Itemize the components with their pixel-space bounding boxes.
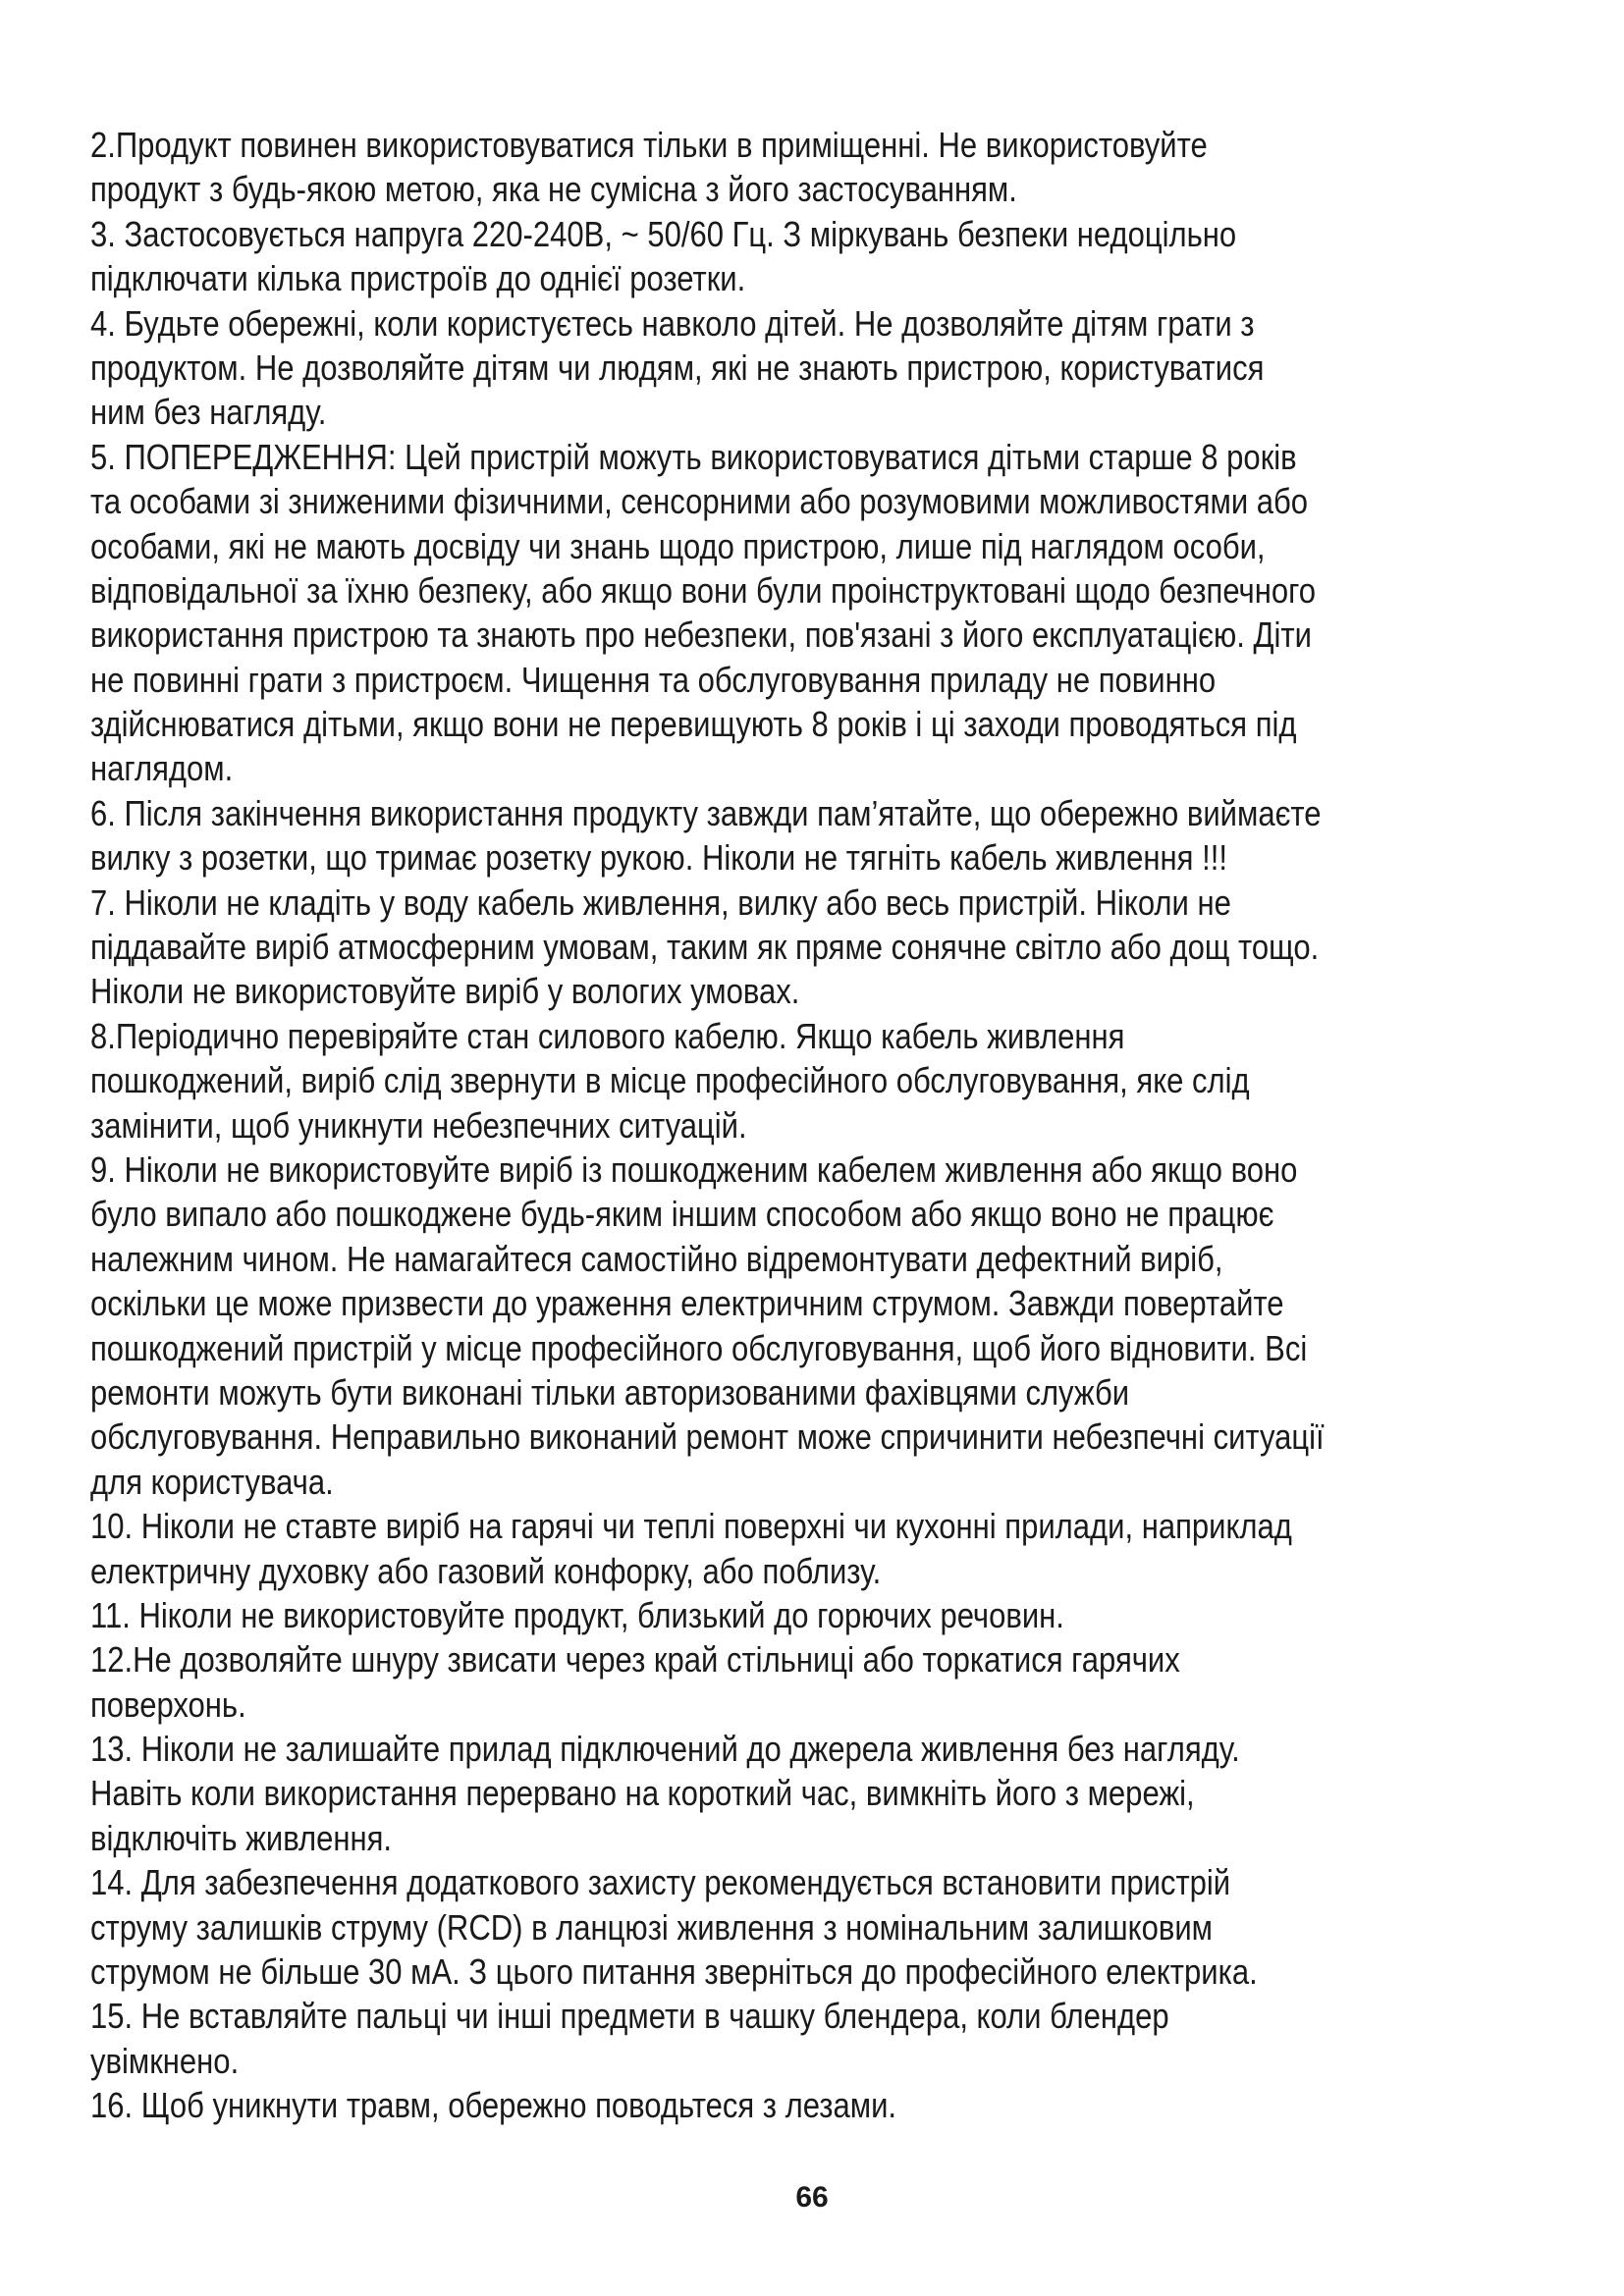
- text-line: піддавайте виріб атмосферним умовам, таким як пряме сонячне світло або дощ тощо.: [90, 927, 1320, 968]
- page-number: 66: [795, 2181, 829, 2214]
- text-line: пошкоджений пристрій у місце професійного обслуговування, щоб його відновити. Всі: [90, 1327, 1308, 1368]
- text-line: продукт з будь-якою метою, яка не сумісна з його застосуванням.: [90, 169, 1017, 210]
- text-line: 7. Ніколи не кладіть у воду кабель живлення, вилку або весь пристрій. Ніколи не: [90, 881, 1231, 923]
- text-line: пошкоджений, виріб слід звернути в місце професійного обслуговування, яке слід: [90, 1060, 1250, 1101]
- text-line: відповідальної за їхню безпеку, або якщо вони були проінструктовані щодо безпечного: [90, 569, 1316, 611]
- document-body: [90, 123, 1573, 2128]
- text-line: особами, які не мають досвіду чи знань щодо пристрою, лише під наглядом особи,: [90, 525, 1266, 566]
- text-line: було випало або пошкоджене будь-яким іншим способом або якщо воно не працює: [90, 1194, 1274, 1235]
- text-line: замінити, щоб уникнути небезпечних ситуацій.: [90, 1104, 747, 1146]
- paragraph-item-3: [90, 301, 1573, 435]
- paragraph-item-8: [90, 1148, 1573, 1504]
- text-line: 13. Ніколи не залишайте прилад підключений до джерела живлення без нагляду.: [90, 1729, 1240, 1770]
- text-line: струмом не більше 30 мА. З цього питання зверніться до професійного електрика.: [90, 1951, 1258, 1993]
- paragraph-item-13: [90, 1860, 1573, 1994]
- paragraph-item-5: [90, 791, 1573, 881]
- text-line: 14. Для забезпечення додаткового захисту рекомендується встановити пристрій: [90, 1862, 1231, 1903]
- text-line: 4. Будьте обережні, коли користуєтесь навколо дітей. Не дозволяйте дітям грати з: [90, 302, 1255, 344]
- text-line: та особами зі зниженими фізичними, сенсорними або розумовими можливостями або: [90, 481, 1309, 522]
- paragraph-item-15: [90, 2083, 1573, 2127]
- text-line: 9. Ніколи не використовуйте виріб із пошкодженим кабелем живлення або якщо воно: [90, 1148, 1298, 1190]
- text-line: 16. Щоб уникнути травм, обережно поводьтеся з лезами.: [90, 2085, 897, 2126]
- text-line: ним без нагляду.: [90, 392, 327, 433]
- text-line: підключати кілька пристроїв до однієї розетки.: [90, 258, 746, 299]
- text-line: 11. Ніколи не використовуйте продукт, близький до горючих речовин.: [90, 1594, 1064, 1635]
- text-line: Ніколи не використовуйте виріб у вологих умовах.: [90, 971, 800, 1012]
- text-line: 2.Продукт повинен використовуватися тільки в приміщенні. Не використовуйте: [90, 125, 1208, 165]
- text-line: продуктом. Не дозволяйте дітям чи людям, які не знають пристрою, користуватися: [90, 347, 1265, 388]
- text-line: 12.Не дозволяйте шнуру звисати через край стільниці або торкатися гарячих: [90, 1639, 1180, 1681]
- text-line: належним чином. Не намагайтеся самостійно відремонтувати дефектний виріб,: [90, 1238, 1223, 1279]
- text-line: 8.Періодично перевіряйте стан силового кабелю. Якщо кабель живлення: [90, 1015, 1125, 1056]
- text-line: Навіть коли використання перервано на короткий час, вимкніть його з мережі,: [90, 1773, 1195, 1814]
- paragraph-item-14: [90, 1994, 1573, 2083]
- paragraph-item-11: [90, 1637, 1573, 1727]
- text-line: вилку з розетки, що тримає розетку рукою. Ніколи не тягніть кабель живлення !!!: [90, 837, 1227, 879]
- text-line: 6. Після закінчення використання продукту завжди пам’ятайте, що обережно виймаєте: [90, 792, 1322, 833]
- paragraph-item-7: [90, 1014, 1573, 1148]
- paragraph-item-1: [90, 123, 1573, 212]
- text-line: використання пристрою та знають про небезпеки, пов'язані з його експлуатацією. Діти: [90, 614, 1312, 656]
- paragraph-item-6: [90, 881, 1573, 1014]
- paragraph-item-4: [90, 435, 1573, 791]
- text-line: 3. Застосовується напруга 220-240В, ~ 50/60 Гц. З міркувань безпеки недоцільно: [90, 213, 1237, 254]
- text-line: оскільки це може призвести до ураження електричним струмом. Завжди повертайте: [90, 1283, 1284, 1324]
- paragraph-item-2: [90, 212, 1573, 301]
- text-line: поверхонь.: [90, 1683, 246, 1725]
- text-line: увімкнено.: [90, 2040, 240, 2081]
- paragraph-item-12: [90, 1727, 1573, 1860]
- text-line: струму залишків струму (RCD) в ланцюзі живлення з номінальним залишковим: [90, 1906, 1213, 1948]
- paragraph-item-9: [90, 1504, 1573, 1593]
- text-line: для користувача.: [90, 1461, 334, 1502]
- text-line: 15. Не вставляйте пальці чи інші предмети в чашку блендера, коли блендер: [90, 1996, 1169, 2037]
- text-line: обслуговування. Неправильно виконаний ремонт може спричинити небезпечні ситуації: [90, 1416, 1325, 1458]
- text-line: 10. Ніколи не ставте виріб на гарячі чи теплі поверхні чи кухонні прилади, наприклад: [90, 1506, 1292, 1547]
- text-line: відключіть живлення.: [90, 1817, 393, 1858]
- text-line: не повинні грати з пристроєм. Чищення та обслуговування приладу не повинно: [90, 659, 1217, 700]
- text-line: електричну духовку або газовий конфорку, або поблизу.: [90, 1550, 882, 1591]
- text-line: 5. ПОПЕРЕДЖЕННЯ: Цей пристрій можуть використовуватися дітьми старше 8 років: [90, 436, 1297, 477]
- text-line: здійснюватися дітьми, якщо вони не перевищують 8 років і ці заходи проводяться під: [90, 704, 1297, 745]
- text-line: наглядом.: [90, 748, 234, 789]
- text-line: ремонти можуть бути виконані тільки авторизованими фахівцями служби: [90, 1371, 1130, 1413]
- paragraph-item-10: [90, 1593, 1573, 1637]
